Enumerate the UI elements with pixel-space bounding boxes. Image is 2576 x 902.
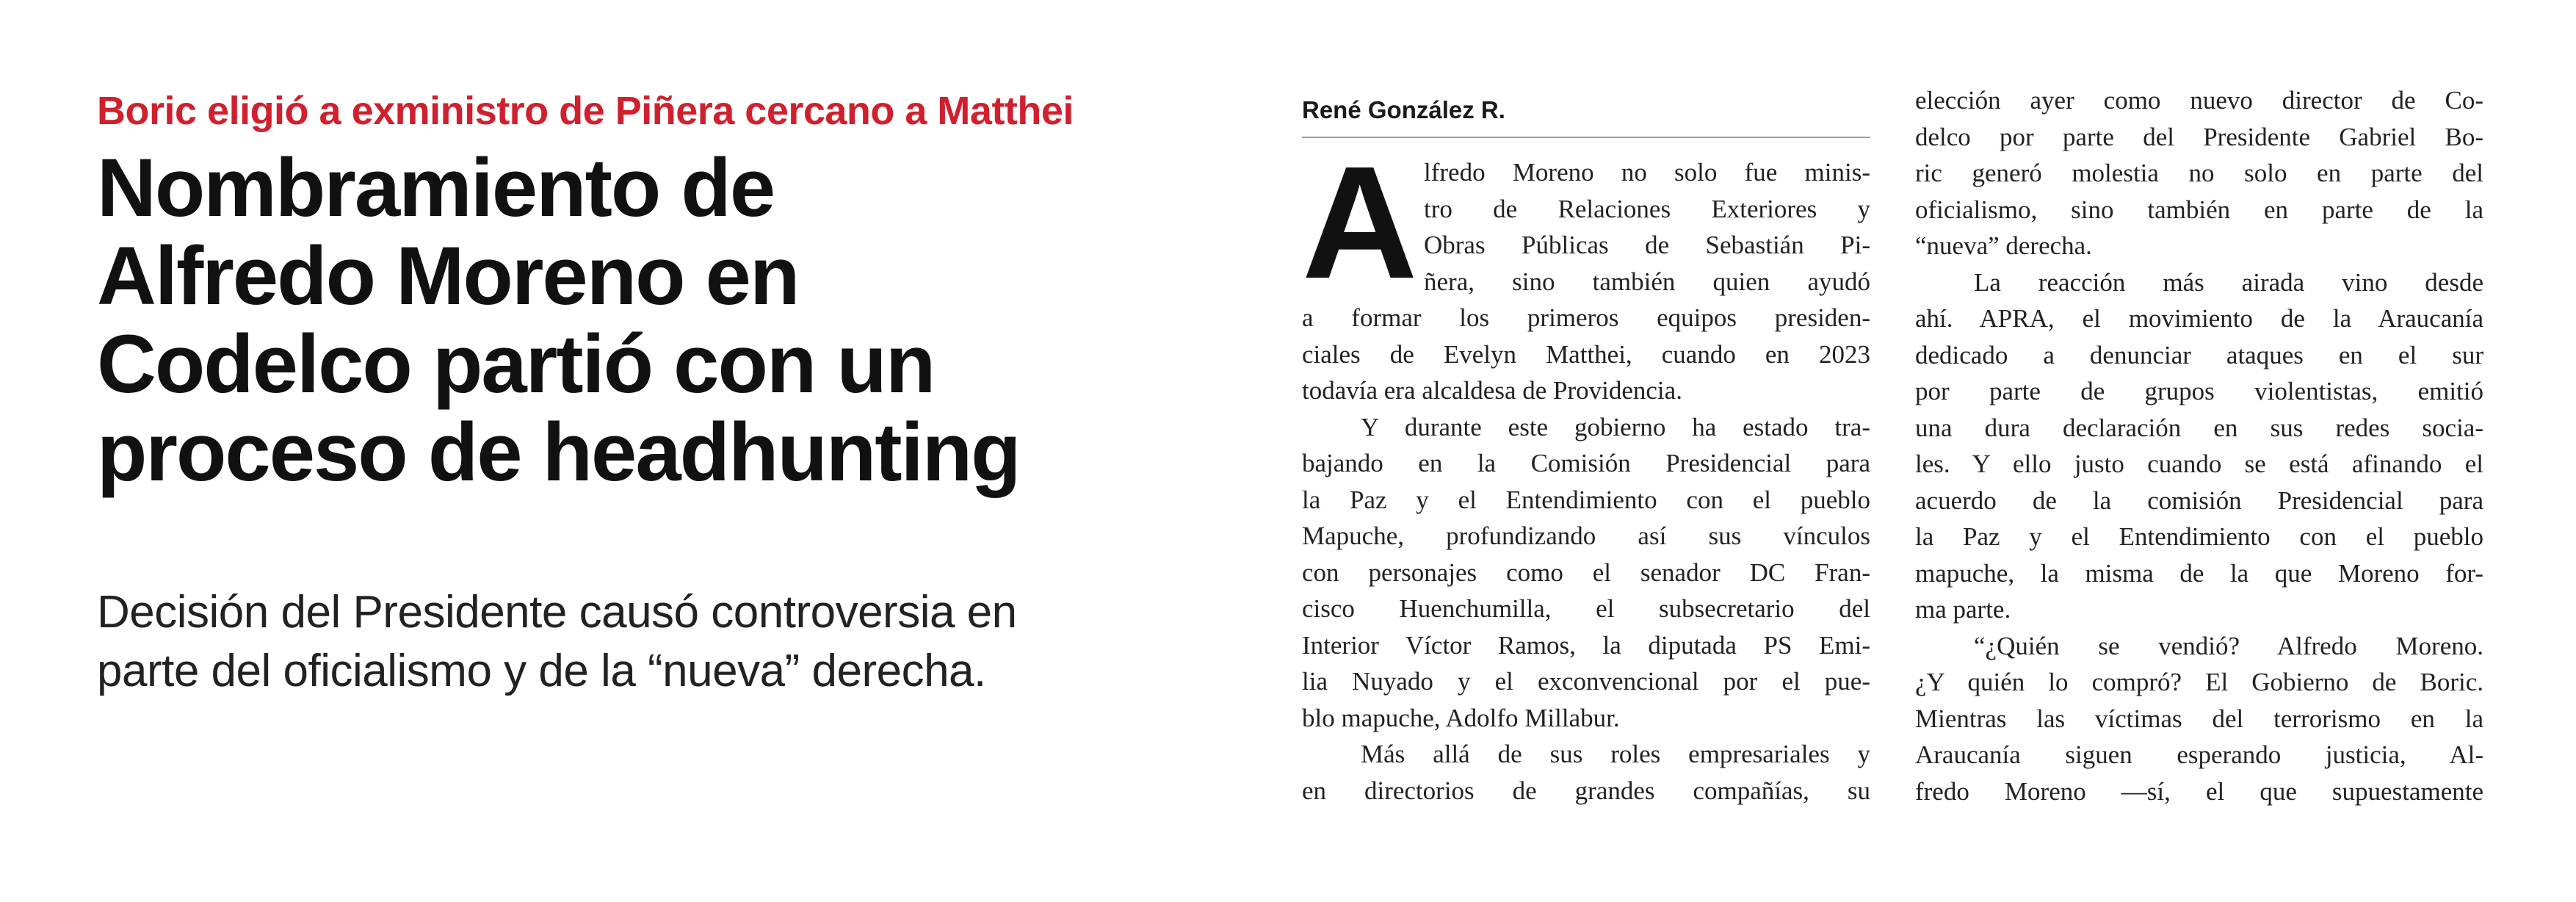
body-line: ma parte. <box>1915 595 2011 624</box>
body-line: ric generó molestia no solo en parte del <box>1915 159 2483 187</box>
body-line: Obras Públicas de Sebastián Pi- <box>1424 231 1870 259</box>
kicker: Boric eligió a exministro de Piñera cercano a Matthei <box>97 89 1074 133</box>
body-line: ñera, sino también quien ayudó <box>1424 267 1870 296</box>
body-line: oficialismo, sino también en parte de la <box>1915 195 2483 224</box>
body-line: bajando en la Comisión Presidencial para <box>1302 449 1870 477</box>
body-line: la Paz y el Entendimiento con el pueblo <box>1302 485 1870 514</box>
body-line: acuerdo de la comisión Presidencial para <box>1915 486 2483 515</box>
headline-block <box>97 87 1257 701</box>
body-line: cisco Huenchumilla, el subsecretario del <box>1302 594 1870 623</box>
body-column-2 <box>1915 82 2483 809</box>
body-line: la Paz y el Entendimiento con el pueblo <box>1915 522 2483 551</box>
drop-cap: A <box>1302 134 1418 312</box>
deck-line: parte del oficialismo y de la “nueva” derecha. <box>97 646 986 696</box>
body-line: “¿Quién se vendió? Alfredo Moreno. <box>1974 631 2483 660</box>
body-line: Más allá de sus roles empresariales y <box>1361 740 1870 768</box>
body-line: “nueva” derecha. <box>1915 231 2092 260</box>
body-line: Mapuche, profundizando así sus vínculos <box>1302 522 1870 550</box>
body-line: lfredo Moreno no solo fue minis- <box>1424 158 1870 187</box>
body-line: en directorios de grandes compañías, su <box>1302 776 1870 805</box>
deck-line: Decisión del Presidente causó controversia en <box>97 587 1017 638</box>
byline: René González R. <box>1302 94 1870 138</box>
body-line: La reacción más airada vino desde <box>1974 267 2483 297</box>
body-line: a formar los primeros equipos presiden- <box>1302 303 1870 332</box>
body-line: ¿Y quién lo compró? El Gobierno de Boric. <box>1915 668 2483 696</box>
body-line: una dura declaración en sus redes socia- <box>1915 413 2483 442</box>
body-line: fredo Moreno —sí, el que supuestamente <box>1915 776 2483 806</box>
body-line: les. Y ello justo cuando se está afinando el <box>1915 450 2483 478</box>
body-line: ahí. APRA, el movimiento de la Araucanía <box>1915 304 2483 333</box>
body-line: Y durante este gobierno ha estado tra- <box>1361 412 1870 441</box>
column-1-text <box>1302 134 1870 809</box>
deck <box>97 583 1257 701</box>
headline <box>97 144 1257 497</box>
body-line: mapuche, la misma de la que Moreno for- <box>1915 558 2483 588</box>
body-column-1 <box>1302 94 1870 809</box>
body-line: todavía era alcaldesa de Providencia. <box>1302 376 1682 405</box>
body-line: lia Nuyado y el exconvencional por el pue- <box>1302 667 1870 696</box>
body-line: tro de Relaciones Exteriores y <box>1424 194 1870 223</box>
headline-line: Codelco partió con un <box>97 318 935 410</box>
headline-line: proceso de headhunting <box>97 406 1020 498</box>
body-line: Interior Víctor Ramos, la diputada PS Emi- <box>1302 630 1870 660</box>
headline-line: Nombramiento de <box>97 142 775 234</box>
body-line: ciales de Evelyn Matthei, cuando en 2023 <box>1302 339 1870 369</box>
body-line: blo mapuche, Adolfo Millabur. <box>1302 703 1620 732</box>
body-line: por parte de grupos violentistas, emitió <box>1915 377 2483 405</box>
headline-line: Alfredo Moreno en <box>97 230 799 322</box>
body-line: Mientras las víctimas del terrorismo en la <box>1915 704 2483 733</box>
body-line: con personajes como el senador DC Fran- <box>1302 558 1870 587</box>
body-line: Araucanía siguen esperando justicia, Al- <box>1915 740 2483 769</box>
body-line: delco por parte del Presidente Gabriel Bo- <box>1915 122 2483 151</box>
body-line: dedicado a denunciar ataques en el sur <box>1915 340 2483 369</box>
body-line: elección ayer como nuevo director de Co- <box>1915 86 2483 115</box>
